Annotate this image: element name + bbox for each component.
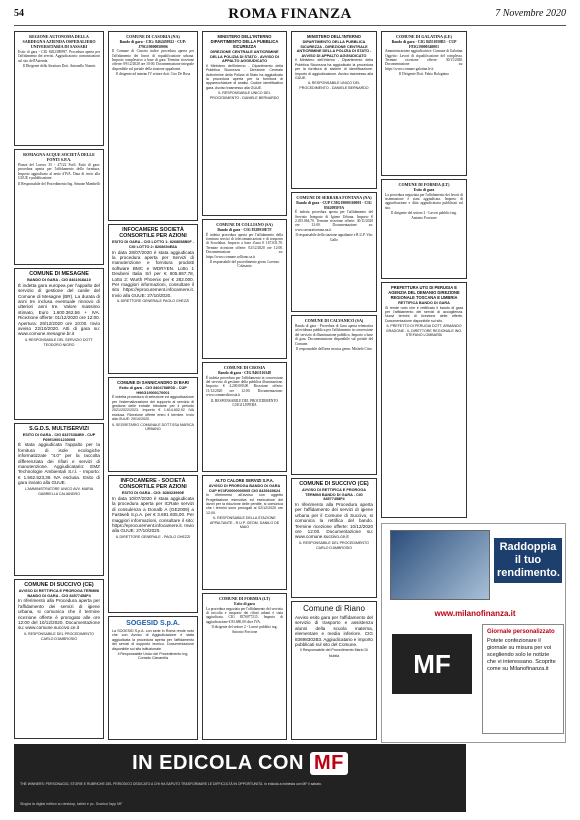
notice-signature: Il Dirigente Dott. Fabio Bolognino bbox=[398, 72, 449, 77]
notice-title: COMUNE DI GALATINA (LE) bbox=[396, 34, 452, 39]
banner-headline bbox=[14, 752, 466, 775]
notice-c1 bbox=[202, 31, 287, 216]
notice-e3 bbox=[381, 282, 467, 518]
notice-subtitle: DIREZIONE CENTRALE ANTICRIMINE DELLA POLIZIA DI STATO - AVVISO DI APPALTO AGGIUDICATO bbox=[210, 50, 279, 64]
notice-b4 bbox=[108, 475, 198, 613]
notice-signature: IL PREFETTO DI PERUGIA DOTT. ARMANDO GRADONE - IL DIRETTORE REGIONALE ING. STEFANO LOMBARDI bbox=[385, 324, 463, 338]
notice-title: ALTO CALORE SERVIZI S.P.A. bbox=[215, 478, 274, 483]
notice-signature: IL RESPONSABILE DELLA STAZIONE APPALTANTE - R.U.P. GEOM. DANILO DE MAIO bbox=[209, 516, 280, 530]
notice-body: Si rende noto che è rettificato il bando di gara per l'affidamento dei servizi di accoglienza. Nuovi termini di ricezione delle offerte. Documentazione disponibile sul sito. bbox=[385, 305, 463, 323]
notice-b3 bbox=[108, 377, 198, 472]
page-number: 54 bbox=[14, 8, 24, 19]
notice-signature: Il Responsabile del Procedimento Mario Di Nubila bbox=[300, 648, 368, 658]
notice-signature: Il responsabile del procedimento geom. Lorenzo Colasanto bbox=[209, 260, 280, 269]
notice-title: S.G.D.S. MULTISERVIZI bbox=[29, 426, 89, 432]
notice-signature: Il Responsabile Unico del Procedimento Ing. Corrado Ciavarella bbox=[117, 652, 189, 661]
notice-body: È indetta procedura aperta per l'affidamento della fornitura servizi di telecomunicazioni e di trasporto di Scuolabus. Importo a base d'asta € 167.631,70. Termine ricezione offerte: 02/12/2020 ore 12:00. Documentazione su: https://www.comune.colliano.sa.it bbox=[206, 232, 283, 259]
masthead: ROMA FINANZA bbox=[228, 6, 352, 22]
notice-body: È indetta procedura per l'affidamento in concessione del servizio di gestione della pubblica illuminazione. Importo: € 4.200.000,00. Ricezione offerte: 11/12/2020 ore 12:00. Documentazione: www.comunedicrosia.it bbox=[206, 375, 283, 398]
notice-subtitle: Esito di gara bbox=[234, 602, 255, 606]
notice-signature: Il responsabile dell'area tecnica geom. Michele Citro bbox=[296, 347, 372, 352]
notice-body: Il Ministero dell'Interno - Dipartimento della Pubblica Sicurezza ha aggiudicato la procedura per la fornitura di sistemi di identificazione. Importo di aggiudicazione. Avviso trasmesso alla GUUE. bbox=[295, 58, 373, 80]
notice-body: La SOGESID S.p.A. con sede in Roma rende noto che con Avviso di Aggiudicazione è stata aggiudicata la procedura aperta per l'affidamento dei servizi di supporto tecnico. Documentazione disponibile sul sito istituzionale. bbox=[112, 629, 194, 651]
banner-footer: Sfoglia la digital edition su desktop, tablet e pc. Scarica l'app MF bbox=[20, 802, 123, 806]
notice-b5 bbox=[108, 616, 198, 740]
notice-body: Avviso esito gara per l'affidamento del servizio di trasporto e assistenza alunni della scuola materna, elementare e media inferiore. CIG 83698302B3. Aggiudicatario e importo pubblicati sul sito del Comune. bbox=[295, 615, 373, 648]
notice-signature: IL RESPONSABILE DEL PROCEDIMENTO CARLO D'AMBROSIO bbox=[24, 631, 94, 642]
notice-title: COMUNE DI FORMIA (LT) bbox=[219, 596, 270, 601]
issue-date: 7 Novembre 2020 bbox=[495, 8, 566, 19]
notice-signature: Il dirigente del settore 2 - Lavori pubblici ing. Antonio Forcione bbox=[391, 211, 457, 220]
notice-e1 bbox=[381, 31, 467, 176]
notice-signature: IL DIRETTORE GENERALE PAOLO GHEZZI bbox=[116, 299, 190, 304]
notice-title: SOGESID S.p.A. bbox=[126, 620, 180, 627]
notice-body: Bando di gara - Procedura di Gara aperta telematica ad evidenza pubblica per l'affidamento in concessione del servizio di illuminazione pubblica. Importo a base di gara. Documentazione disponibile sul portale del Comune. bbox=[295, 324, 373, 346]
notice-title: PREFETTURA UTG DI PERUGIA E AGENZIA DEL DEMANIO DIREZIONE REGIONALE TOSCANA E UMBRIA bbox=[388, 285, 460, 300]
notice-title: INFOCAMERE SOCIETÀ CONSORTILE PER AZIONI bbox=[119, 227, 187, 240]
banner-mf-logo: MF bbox=[310, 752, 348, 775]
banner-prefix: IN EDICOLA CON bbox=[132, 752, 304, 774]
notice-a5 bbox=[14, 579, 104, 739]
notice-signature: IL RESPONSABILE UNICO DEL PROCEDIMENTO - DANIELE BERNARDO bbox=[209, 91, 280, 100]
mf-promo[interactable] bbox=[381, 523, 566, 743]
notice-subtitle: Bando di gara - CUP C58G19000160001 - CIG 8362095F9A bbox=[296, 201, 372, 210]
notice-a3 bbox=[14, 268, 104, 420]
notice-body: È indetta gara europea per l'appalto del servizio di gestione del canile del Comune di Mesagne (BR). La durata di anni tre inclusa eventuale rinnovo di ulteriori anni tre. Valore massimo stimato, Euro 1.600.362,56 + IVA. Ricezione offerte: 01/12/2020 ore 12:00. Apertura: 29/12/2020 ore 10:00. Invio avviso 22/10/2020. Atti di gara su: www.comune.mesagne.br.it bbox=[18, 282, 100, 337]
notice-subtitle: Esito di gara - CIG 8404788E0D - CUP H96G19000170001 bbox=[119, 386, 187, 395]
notice-subtitle: AVVISO DI RETTIFICA E PROROGA TERMINI BANDO DI GARA - CIG 84577458F4 bbox=[18, 589, 100, 598]
notice-body: La procedura negoziata per l'affidamento del servizio di raccolta e trasporto dei rifiuti urbani è stata aggiudicata. CIG 8376077215. Importo di aggiudicazione € 83.680,00 oltre IVA. bbox=[206, 606, 283, 624]
notice-title: COMUNE DI MESAGNE bbox=[29, 271, 89, 277]
notice-subtitle: Esito di gara bbox=[413, 188, 435, 192]
notice-body: È indetta procedura di selezione ed aggiudicazione per l'esternalizzazione del supporto al servizio di gestione delle entrate tributarie per il periodo 2021/2022/2023. Importo € 1.614.602,92 IVA esclusa. Ricezione offerte entro il termine. Invio alla GUUE: 29/10/2020. bbox=[112, 395, 194, 422]
notice-title: COMUNE DI SERRARA FONTANA (NA) bbox=[296, 195, 372, 200]
notice-subtitle: AVVISO DI RETTIFICA E PROROGA TERMINI BANDO DI GARA - CIG 84577458F4 bbox=[302, 488, 366, 502]
notice-subtitle: DIPARTIMENTO DELLA PUBBLICA SICUREZZA - DIREZIONE CENTRALE ANTICRIMINE DELLA POLIZIA DI STATO - AVVISO DI APPALTO AGGIUDICATO bbox=[296, 40, 372, 58]
notice-body: In riferimento all'avviso con oggetto Progettazione esecutiva ed esecuzione dei lavori per la riduzione delle perdite, si comunica che i termini sono prorogati al 02/12/2020 ore 12:00. bbox=[206, 493, 283, 515]
notice-title: COMUNE DI SUCCIVO (CE) bbox=[299, 481, 369, 487]
notice-signature: L'AMMINISTRATORE UNICO AVV. MARIA GABRIELLA CALIANDRO bbox=[24, 486, 94, 497]
banner-body: THE WINNERS: PERSONAGGI, STORIE E RUBRICHE DEL PERIODICO DEDICATO A CHI HA SAPUTO TRASFORMARE LE DIFFICOLTÀ IN OPPORTUNITÀ. In edicola a richiesta con MF il sabato. bbox=[20, 782, 322, 786]
notice-signature: IL RESPONSABILE UNICO DEL PROCEDIMENTO - DANIELE BERNARDO bbox=[299, 81, 369, 90]
notice-signature: IL SEGRETARIO COMUNALE DOTT.SSA MARICA URBANO bbox=[112, 422, 194, 432]
personalized-box bbox=[482, 624, 564, 734]
notice-signature: IL RESPONSABILE DEL PROCEDIMENTO LUIGI LEPERA bbox=[210, 398, 279, 408]
notice-a4 bbox=[14, 423, 104, 576]
notice-title: MINISTERO DELL'INTERNO DIPARTIMENTO DELLA PUBBLICA SICUREZZA bbox=[210, 34, 279, 49]
notice-title: COMUNE DI FORMIA (LT) bbox=[398, 182, 450, 187]
mf-logo: MF bbox=[392, 634, 472, 694]
notice-signature: Il dirigente ad interim IV settore dott. Ciro De Rosa bbox=[115, 72, 191, 77]
notice-c2 bbox=[202, 219, 287, 359]
notice-b2 bbox=[108, 224, 198, 374]
notice-signature: Il responsabile della stazione appaltante e R.U.P. Vito Gallo bbox=[295, 233, 373, 242]
notice-subtitle: ESITO DI GARA - CIG: 828323990E bbox=[121, 491, 185, 496]
notice-c5 bbox=[202, 593, 287, 740]
notice-subtitle: ESITO DI GARA - CIG 83376384B9 - CUP F69E19001230005 bbox=[22, 433, 96, 442]
notice-signature: IL RESPONSABILE DEL PROCEDIMENTO CARLO D'AMBROSIO bbox=[299, 540, 369, 551]
notice-subtitle: RETTIFICA BANDO DI GARA bbox=[398, 301, 450, 305]
notice-subtitle: Bando di gara - CIG 84551050B5 - CUP F83G19000340001 bbox=[391, 40, 457, 49]
notice-title: ROMAGNA ACQUE SOCIETÀ DELLE FONTI S.P.A. bbox=[23, 152, 95, 162]
notice-title: MINISTERO DELL'INTERNO bbox=[307, 34, 361, 39]
notice-body: Piazza del Lavoro 35 - 47122 Forlì. Esito di gara: procedura aperta per l'affidamento della fornitura. Importo aggiudicato al netto d'IVA. Data di invio alla GUUE e pubblicazione. bbox=[18, 163, 100, 181]
bottom-banner[interactable] bbox=[14, 744, 466, 812]
notice-body: Esito di gara - CIG 8202389F87. Procedura aperta per l'affidamento dei servizi. Aggiudicataria: comunicazioni sul sito dell'Azienda. bbox=[18, 50, 100, 63]
notice-signature: Il Dirigente dello Struttura Dott. Antonello Nonnis bbox=[22, 64, 96, 69]
notice-body: In data 28/07/2020 è stata aggiudicata la procedura aperta per Servizi di manutenzione e fornitura prodotti software BMC e WDRYEN. Lotto 1 Deubeni Italia Srl per € 605.867,78, Lotto 2: Wurth Phoenix per € 282.000. Per maggiori informazioni, consultare il sito https://eprocurement.infocamere.it. Invio alla GUUE: 27/10/2020. bbox=[112, 249, 194, 298]
notice-body: Il Comune di Casoria indice procedura aperta per l'affidamento dei lavori di riqualificazione urbana. Importo complessivo a base di gara. Termine ricezione offerte: 09/12/2020 ore 10:00. Documentazione integrale disponibile sul portale della stazione appaltante. bbox=[112, 49, 194, 71]
notice-title: Comune di Riano bbox=[303, 604, 365, 613]
notice-signature: Il Responsabile del Procedimento Ing. Simone Mambelli bbox=[18, 181, 100, 186]
notice-body: La procedura negoziata per l'affidamento dei lavori di sistemazione è stata aggiudicata. Importo di aggiudicazione e ditta aggiudicataria pubblicati sul sito. bbox=[385, 192, 463, 210]
notice-body: In riferimento alla Procedura aperta per l'affidamento dei servizi di igiene urbana per il Comune di Succivo, si comunica la rettifica del bando. Termine ricezione offerte: 10/12/2020 ore 12:00. Documentazione su: www.comune.succivo.ce.it bbox=[295, 501, 373, 540]
notice-e2 bbox=[381, 179, 467, 279]
notice-body: In riferimento alla Procedura aperta per l'affidamento dei servizi di igiene urbana, si comunica che il termine ricezione offerte è prorogato alle ore 12:00 del 10/12/2020. Documentazione su: www.comune.succivo.ce.it bbox=[18, 598, 100, 631]
notice-d4 bbox=[291, 478, 377, 598]
notice-subtitle: Bando di gara - CIG 8328910E7F bbox=[217, 228, 272, 232]
notice-a2 bbox=[14, 149, 104, 265]
notice-body: È stata aggiudicata l'appalto per la fornitura di isole ecologiche informatizzate "4.0" per la raccolta differenziata dei rifiuti e servizi di manutenzione. Aggiudicatario: EMZ Technologie Ambientali S.r.l. - Importo: € 1.562.523,36 IVA esclusa. Esito di gara inviato alla GUUE. bbox=[18, 442, 100, 486]
notice-c3 bbox=[202, 362, 287, 472]
notice-title: COMUNE DI CROSIA bbox=[223, 365, 266, 370]
notice-signature: Il dirigente del settore 2 - Lavori pubblici ing. Antonio Forcione bbox=[211, 625, 278, 634]
notice-subtitle: Bando di gara - CIG: 8462459922 - CUP: J79G19000050006 bbox=[119, 40, 187, 49]
notice-d1 bbox=[291, 31, 377, 189]
notice-body: Amministrazione aggiudicatrice: Comune di Galatina. Oggetto: Lavori di riqualificazione del complesso. Termine ricezione offerte: 30/11/2020. Documentazione su: https://www.comune.galatina.le.it bbox=[385, 49, 463, 71]
promo-headline: Raddoppia il tuo rendimento. bbox=[494, 538, 562, 583]
notice-title: COMUNE DI CALVANICO (SA) bbox=[304, 318, 364, 323]
notice-subtitle: Bando di gara - CIG 8461116348 bbox=[218, 371, 271, 375]
notice-signature: IL RESPONSABILE DEL SERVIZIO DOTT. TEODORO NIGRO bbox=[24, 337, 94, 348]
personalized-body: Potete confezionare il giornale su misura per voi scegliendo solo le notizie che vi interessano. Scoprite come su Milanofinanza.it bbox=[487, 638, 556, 672]
notice-d3 bbox=[291, 315, 377, 475]
promo-url[interactable]: www.milanofinanza.it bbox=[434, 609, 516, 618]
tablet-image bbox=[390, 530, 490, 600]
notice-title: INFOCAMERE - SOCIETÀ CONSORTILE PER AZIONI bbox=[119, 478, 187, 491]
notice-c4 bbox=[202, 475, 287, 590]
notice-d2 bbox=[291, 192, 377, 312]
notice-b1 bbox=[108, 31, 198, 221]
personalized-title: Giornale personalizzato bbox=[487, 629, 555, 635]
notice-subtitle: BANDO DI GARA - CIG 8461918A10 bbox=[27, 278, 91, 283]
notice-signature: IL DIRETTORE GENERALE - PAOLO GHEZZI bbox=[115, 534, 191, 539]
notice-title: COMUNE DI SUCCIVO (CE) bbox=[24, 582, 94, 588]
notice-title: COMUNE DI CASORIA (NA) bbox=[126, 34, 180, 39]
notice-subtitle: ESITO DI GARA - CIG LOTTO 1: 8268658B0F - CIG LOTTO 2: 8268694E8A bbox=[112, 240, 195, 249]
notice-title: COMUNE DI SANNICANDRO DI BARI bbox=[117, 380, 189, 385]
notice-subtitle: AVVISO DI PROROGA BANDO DI GARA CUP H74F20000000005 CIG 8439169624 bbox=[208, 484, 281, 493]
notice-body: Il Ministero dell'Interno - Dipartimento della Pubblica Sicurezza - Direzione Centrale Anticrimine della Polizia di Stato ha aggiudicato la procedura aperta per la fornitura di apparecchiature di analisi. Codice identificativo gara. Avviso trasmesso alla GUUE. bbox=[206, 63, 283, 90]
notice-title: COMUNE DI COLLIANO (SA) bbox=[216, 222, 273, 227]
notice-a1 bbox=[14, 31, 104, 146]
notice-body: È indetta procedura aperta per l'affidamento del Servizio Integrato di Igiene Urbana. Importo € 2.453.064,70. Termine ricezione offerte: 30/11/2020 ore 12:00. Documentazione su: www.serrarafontana.na.it bbox=[295, 210, 373, 232]
notice-title: REGIONE AUTONOMA DELLA SARDEGNA AZIENDA OSPEDALIERO UNIVERSITARIA DI SASSARI bbox=[22, 34, 96, 49]
page-header bbox=[14, 6, 566, 26]
notice-d5 bbox=[291, 601, 377, 740]
notice-body: In data 10/07/2020 è stata aggiudicata la procedura aperta per ICRate servizi di consulenza a Donalb A (GE2009) a Fastweb S.p.A. per € 3.691.935,00. Per maggiori informazioni, consultare il sito: https://eprocurement.infocamere.it. Invio alla GUUE: 27/10/2020. bbox=[112, 496, 194, 534]
